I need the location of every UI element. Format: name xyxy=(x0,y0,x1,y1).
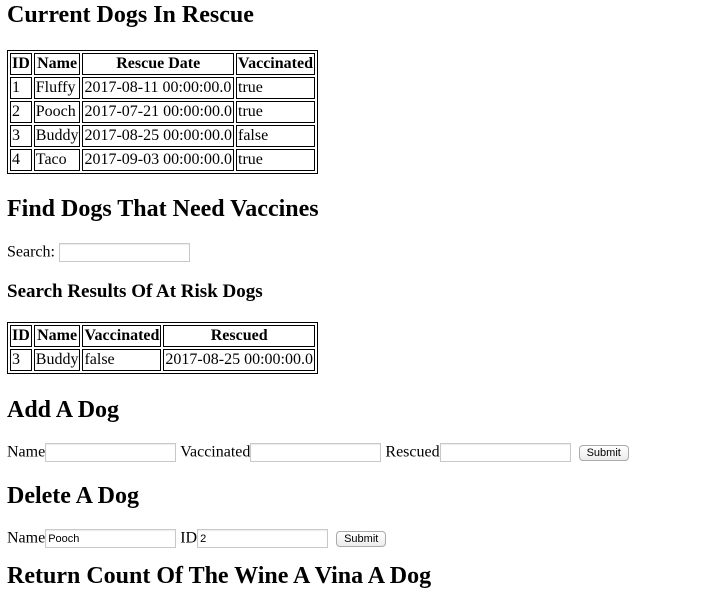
delete-id-label: ID xyxy=(180,529,198,547)
column-header-vaccinated: Vaccinated xyxy=(82,325,161,347)
cell-rescue-date: 2017-09-03 00:00:00.0 xyxy=(82,149,234,171)
delete-name-label: Name xyxy=(7,529,46,547)
add-name-input[interactable] xyxy=(45,443,176,462)
add-rescued-input[interactable] xyxy=(440,443,571,462)
delete-submit-button[interactable]: Submit xyxy=(336,531,386,547)
table-row xyxy=(10,149,315,171)
cell-name: Buddy xyxy=(34,349,81,371)
add-name-label: Name xyxy=(7,443,46,461)
cell-rescue-date: 2017-08-11 00:00:00.0 xyxy=(82,77,234,99)
delete-dog-form xyxy=(7,529,386,548)
cell-vaccinated: true xyxy=(236,77,315,99)
table-header-row xyxy=(10,325,315,347)
cell-id: 2 xyxy=(10,101,32,123)
find-dogs-heading: Find Dogs That Need Vaccines xyxy=(7,196,319,222)
cell-name: Fluffy xyxy=(34,77,81,99)
table-row xyxy=(10,349,315,371)
table-row xyxy=(10,125,315,147)
search-form xyxy=(7,243,190,262)
add-vaccinated-label: Vaccinated xyxy=(180,443,251,461)
add-vaccinated-input[interactable] xyxy=(250,443,381,462)
add-submit-button[interactable]: Submit xyxy=(579,445,629,461)
cell-vaccinated: false xyxy=(236,125,315,147)
column-header-rescue-date: Rescue Date xyxy=(82,53,234,75)
column-header-id: ID xyxy=(10,53,32,75)
column-header-name: Name xyxy=(34,325,81,347)
delete-name-input[interactable] xyxy=(45,529,176,548)
search-input[interactable] xyxy=(59,243,190,262)
cell-rescued: 2017-08-25 00:00:00.0 xyxy=(163,349,315,371)
search-results-heading: Search Results Of At Risk Dogs xyxy=(7,281,263,302)
search-label: Search: xyxy=(7,243,55,261)
cell-id: 1 xyxy=(10,77,32,99)
delete-dog-heading: Delete A Dog xyxy=(7,483,139,509)
cell-vaccinated: true xyxy=(236,149,315,171)
cell-id: 3 xyxy=(10,349,32,371)
current-dogs-heading: Current Dogs In Rescue xyxy=(7,2,254,28)
cell-rescue-date: 2017-08-25 00:00:00.0 xyxy=(82,125,234,147)
search-results-table xyxy=(7,322,318,374)
table-row xyxy=(10,101,315,123)
table-header-row xyxy=(10,53,315,75)
add-dog-form xyxy=(7,443,629,462)
cell-name: Buddy xyxy=(34,125,81,147)
add-rescued-label: Rescued xyxy=(385,443,440,461)
cell-vaccinated: false xyxy=(82,349,161,371)
column-header-vaccinated: Vaccinated xyxy=(236,53,315,75)
column-header-id: ID xyxy=(10,325,32,347)
cell-id: 3 xyxy=(10,125,32,147)
cutoff-heading: Return Count Of The Wine A Vina A Dog xyxy=(7,563,432,589)
cell-id: 4 xyxy=(10,149,32,171)
cell-name: Pooch xyxy=(34,101,81,123)
delete-id-input[interactable] xyxy=(197,529,328,548)
column-header-rescued: Rescued xyxy=(163,325,315,347)
add-dog-heading: Add A Dog xyxy=(7,397,120,423)
column-header-name: Name xyxy=(34,53,81,75)
table-row xyxy=(10,77,315,99)
cell-vaccinated: true xyxy=(236,101,315,123)
cell-rescue-date: 2017-07-21 00:00:00.0 xyxy=(82,101,234,123)
cell-name: Taco xyxy=(34,149,81,171)
current-dogs-table xyxy=(7,50,318,174)
